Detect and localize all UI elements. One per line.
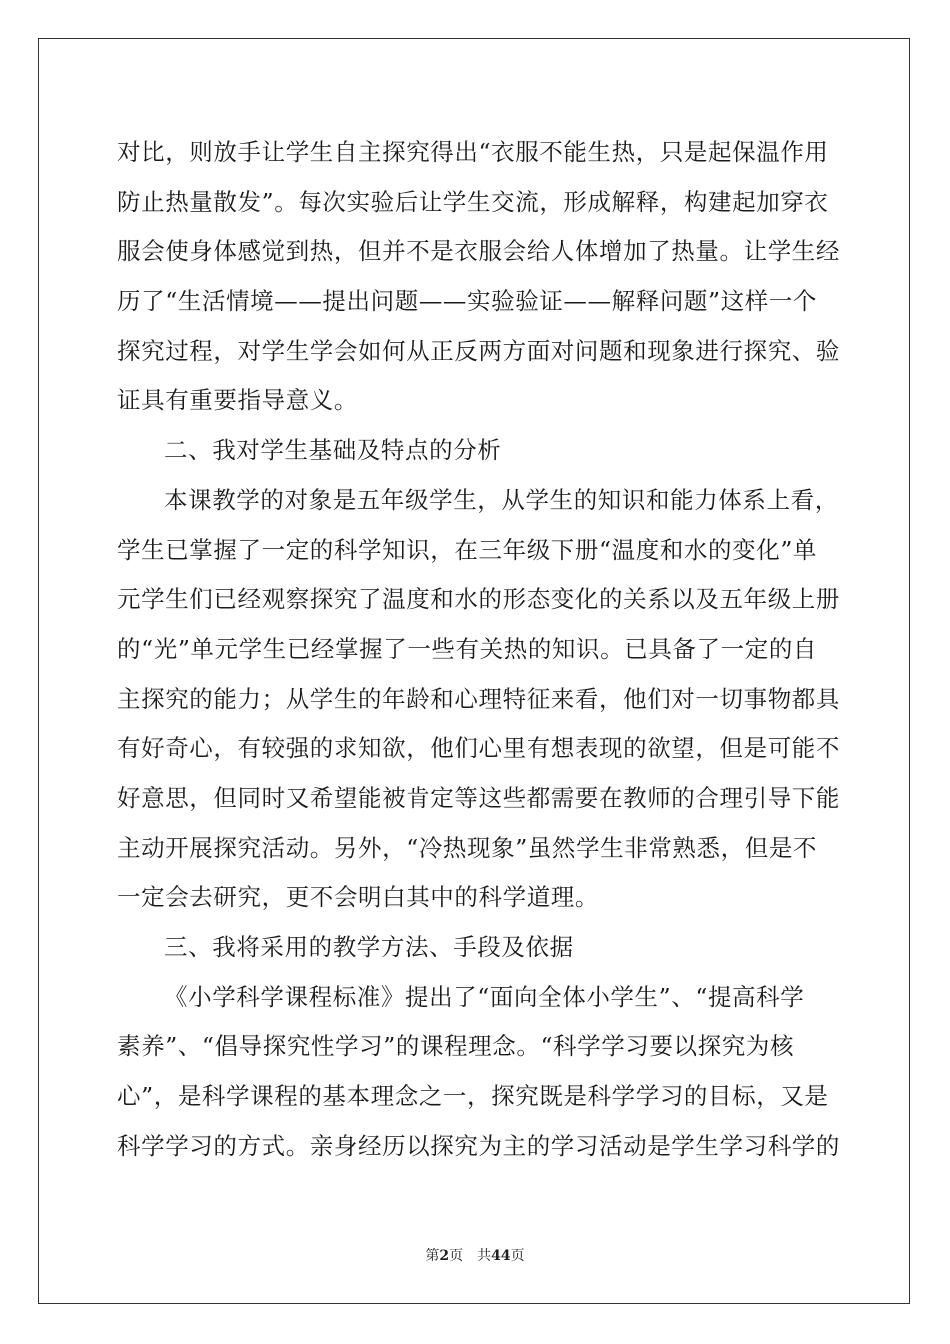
body-line: 的“光”单元学生已经掌握了一些有关热的知识。已具备了一定的自 (117, 634, 818, 663)
body-line: 防止热量散发”。每次实验后让学生交流，形成解释，构建起加穿衣 (117, 187, 829, 216)
total-prefix: 共 (477, 1248, 492, 1264)
page-suffix: 页 (449, 1248, 464, 1264)
body-line: 探究过程，对学生学会如何从正反两方面对问题和现象进行探究、验 (117, 336, 840, 365)
page-number: 2 (439, 1248, 450, 1264)
paragraph-start-line: 本课教学的对象是五年级学生，从学生的知识和能力体系上看， (164, 485, 839, 514)
body-line: 主动开展探究活动。另外，“冷热现象”虽然学生非常熟悉，但是不 (117, 833, 818, 862)
section-heading: 三、我将采用的教学方法、手段及依据 (164, 933, 574, 961)
body-line: 好意思，但同时又希望能被肯定等这些都需要在教师的合理引导下能 (117, 783, 840, 812)
body-line: 历了“生活情境——提出问题——实验验证——解释问题”这样一个 (117, 287, 818, 316)
body-line: 科学学习的方式。亲身经历以探究为主的学习活动是学生学习科学的 (117, 1131, 840, 1160)
page-footer (0, 1245, 950, 1265)
total-pages: 44 (491, 1248, 511, 1264)
body-line: 元学生们已经观察探究了温度和水的形态变化的关系以及五年级上册 (117, 585, 840, 614)
page-prefix: 第 (425, 1248, 440, 1264)
body-line: 一定会去研究，更不会明白其中的科学道理。 (117, 883, 599, 912)
document-body (117, 128, 840, 1171)
body-line: 服会使身体感觉到热，但并不是衣服会给人体增加了热量。让学生经 (117, 237, 840, 266)
paragraph-start-line: 《小学科学课程标准》提出了“面向全体小学生”、“提高科学 (164, 982, 805, 1011)
body-line: 对比，则放手让学生自主探究得出“衣服不能生热，只是起保温作用 (117, 138, 829, 166)
body-line: 有好奇心，有较强的求知欲，他们心里有想表现的欲望，但是可能不 (117, 734, 840, 763)
body-line: 素养”、“倡导探究性学习”的课程理念。“科学学习要以探究为核 (117, 1032, 795, 1061)
total-suffix: 页 (510, 1248, 525, 1264)
body-line: 主探究的能力；从学生的年龄和心理特征来看，他们对一切事物都具 (117, 684, 840, 713)
section-heading: 二、我对学生基础及特点的分析 (164, 436, 502, 465)
body-line: 证具有重要指导意义。 (117, 386, 358, 415)
body-line: 学生已掌握了一定的科学知识，在三年级下册“温度和水的变化”单 (117, 535, 818, 564)
body-line: 心”，是科学课程的基本理念之一，探究既是科学学习的目标，又是 (117, 1082, 829, 1111)
